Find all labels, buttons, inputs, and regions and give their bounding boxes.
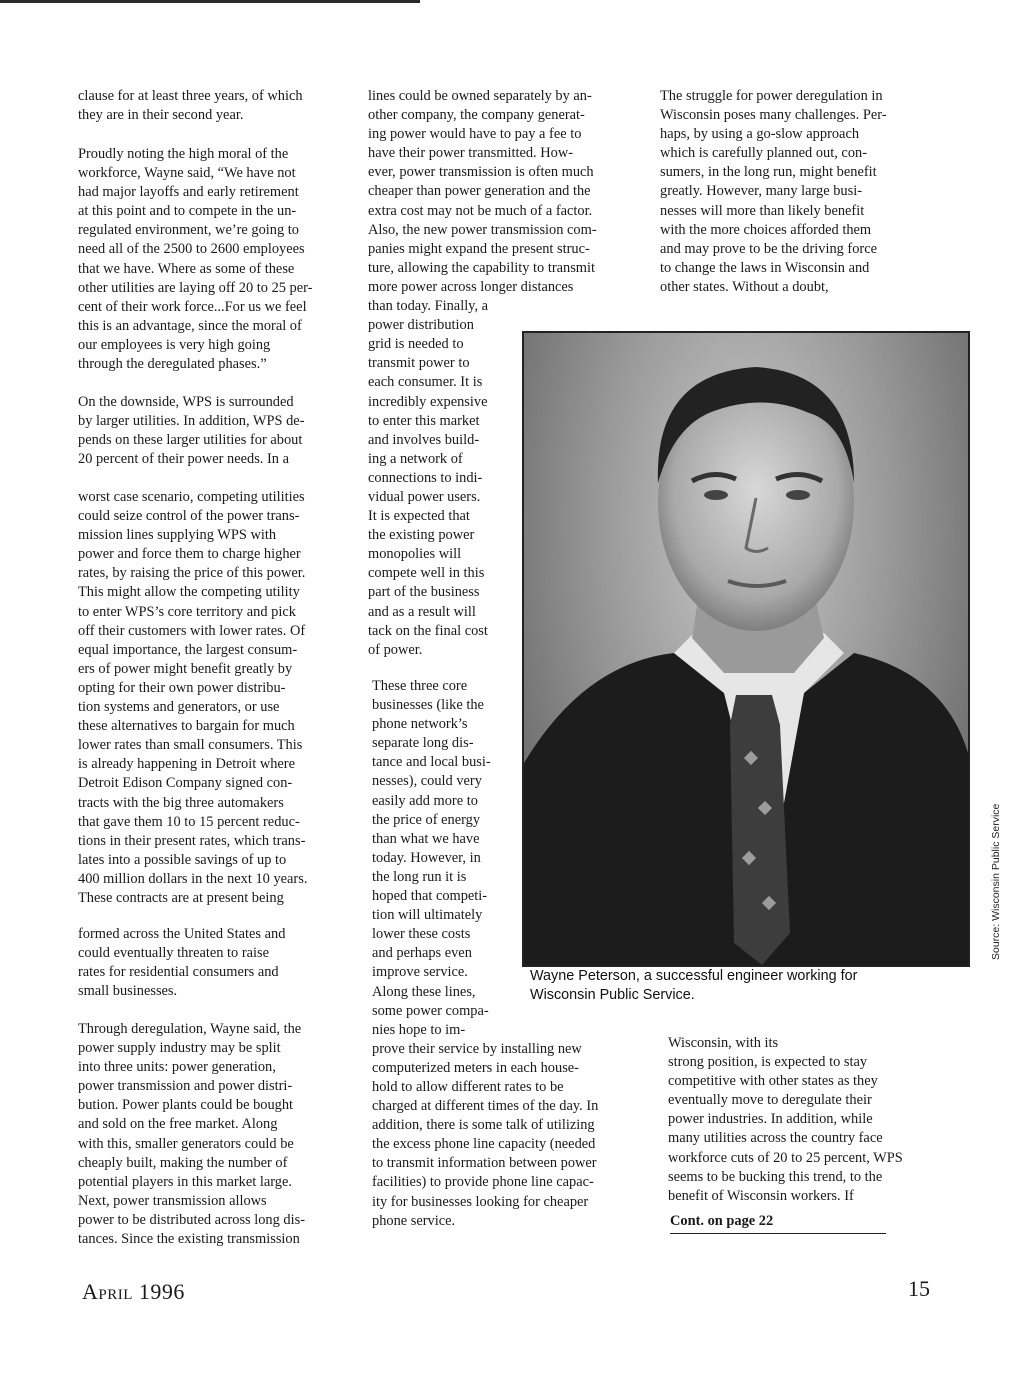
- photo-caption-text: Wayne Peterson, a successful engineer working for Wisconsin Public Service.: [530, 968, 858, 1003]
- column-1-block-3: [78, 393, 368, 469]
- col3-paragraph-2: Wisconsin, with its strong position, is expected to stay competitive with other states as they eventually move to deregulate their power industries. In addition, while many utilities across the country face workforce cuts of 20 to 25 percent, WPS seems to be bucking this trend, to the benefit of Wisconsin workers. If: [668, 1035, 903, 1204]
- col1-paragraph-5: formed across the United States and could eventually threaten to raise rates for residential consumers and small businesses.: [78, 926, 286, 1000]
- issue-date: [82, 1279, 185, 1305]
- col1-paragraph-2: Proudly noting the high moral of the workforce, Wayne said, “We have not had major layoffs and early retirement at this point and to compete in the un- regulated environment, we’re going to need all of the 2500 to 2600 employees that we have. Where as some of these other utilities are laying off 20 to 25 per- cent of their work force...For us we feel this is an advantage, since the moral of our employees is very high going through the deregulated phases.”: [78, 146, 313, 373]
- col1-paragraph-1: clause for at least three years, of which they are in their second year.: [78, 88, 303, 124]
- portrait-photo: [522, 331, 970, 967]
- column-3-block-2: [668, 1034, 968, 1206]
- page-number: 15: [908, 1276, 930, 1301]
- col1-paragraph-3: On the downside, WPS is surrounded by larger utilities. In addition, WPS de- pends on these larger utilities for about 20 percent of their power needs. In a: [78, 394, 305, 468]
- photo-caption: [530, 967, 950, 1005]
- top-rule: [0, 0, 420, 3]
- col1-paragraph-6: Through deregulation, Wayne said, the power supply industry may be split into three units: power generation, power transmission and power distri- bution. Power plants could be bought and sold on the free market. Along with this, smaller generators could be cheaply built, making the number of potential players in this market large. Next, power transmission allows power to be distributed across long dis- tances. Since the existing transmission: [78, 1021, 306, 1248]
- col2-paragraph-1: lines could be owned separately by an- other company, the company generat- ing power would have to pay a fee to have their power transmitted. How- ever, power transmission is often much cheaper than power generation and the extra cost may not be much of a factor. Also, the new power transmission com- panies might expand the present struc- ture, allowing the capability to transmit more power across longer distances than today. Finally, a power distribution grid is needed to transmit power to each consumer. It is incredibly expensive to enter this market and involves build- ing a network of connections to indi- vidual power users. It is expected that the existing power monopolies will compete well in this part of the business and as a result will tack on the final cost of power.: [368, 88, 597, 658]
- column-1-block-2: [78, 145, 368, 374]
- col2-paragraph-2: These three core businesses (like the phone network’s separate long dis- tance and local busi- nesses), could very easily add more to the price of energy than what we have today. However, in the long run it is hoped that competi- tion will ultimately lower these costs and perhaps even improve service. Along these lines, some power compa- nies hope to im- prove their service by installing new computerized meters in each house- hold to allow different rates to be charged at different times of the day. In addition, there is some talk of utilizing the excess phone line capacity (needed to transmit information between power facilities) to provide phone line capac- ity for businesses looking for cheaper phone service.: [372, 678, 599, 1229]
- column-1: [78, 87, 368, 125]
- column-1-block-5: [78, 925, 368, 1001]
- issue-date-text: April 1996: [82, 1279, 185, 1304]
- portrait-illustration: [524, 333, 968, 965]
- column-3-block-1: [660, 87, 960, 297]
- column-1-block-4: [78, 488, 368, 908]
- column-1-block-6: [78, 1020, 368, 1249]
- col1-paragraph-4: worst case scenario, competing utilities could seize control of the power trans- mission lines supplying WPS with power and force them to charge higher rates, by raising the price of this power. This might allow the competing utility to enter WPS’s core territory and pick off their customers with lower rates. Of equal importance, the largest consum- ers of power might benefit greatly by opting for their own power distribu- tion systems and generators, or use these alternatives to bargain for much lower rates than small consumers. This is already happening in Detroit where Detroit Edison Company signed con- tracts with the big three automakers that gave them 10 to 15 percent reduc- tions in their present rates, which trans- lates into a possible savings of up to 400 million dollars in the next 10 years. These contracts are at present being: [78, 489, 308, 906]
- photo-credit: Source: Wisconsin Public Service: [990, 803, 1002, 960]
- continued-notice: Cont. on page 22: [670, 1213, 886, 1234]
- col3-paragraph-1: The struggle for power deregulation in Wisconsin poses many challenges. Per- haps, by using a go-slow approach which is carefully planned out, con- sumers, in the long run, might benefit greatly. However, many large busi- nesses will more than likely benefit with the more choices afforded them and may prove to be the driving force to change the laws in Wisconsin and other states. Without a doubt,: [660, 88, 887, 295]
